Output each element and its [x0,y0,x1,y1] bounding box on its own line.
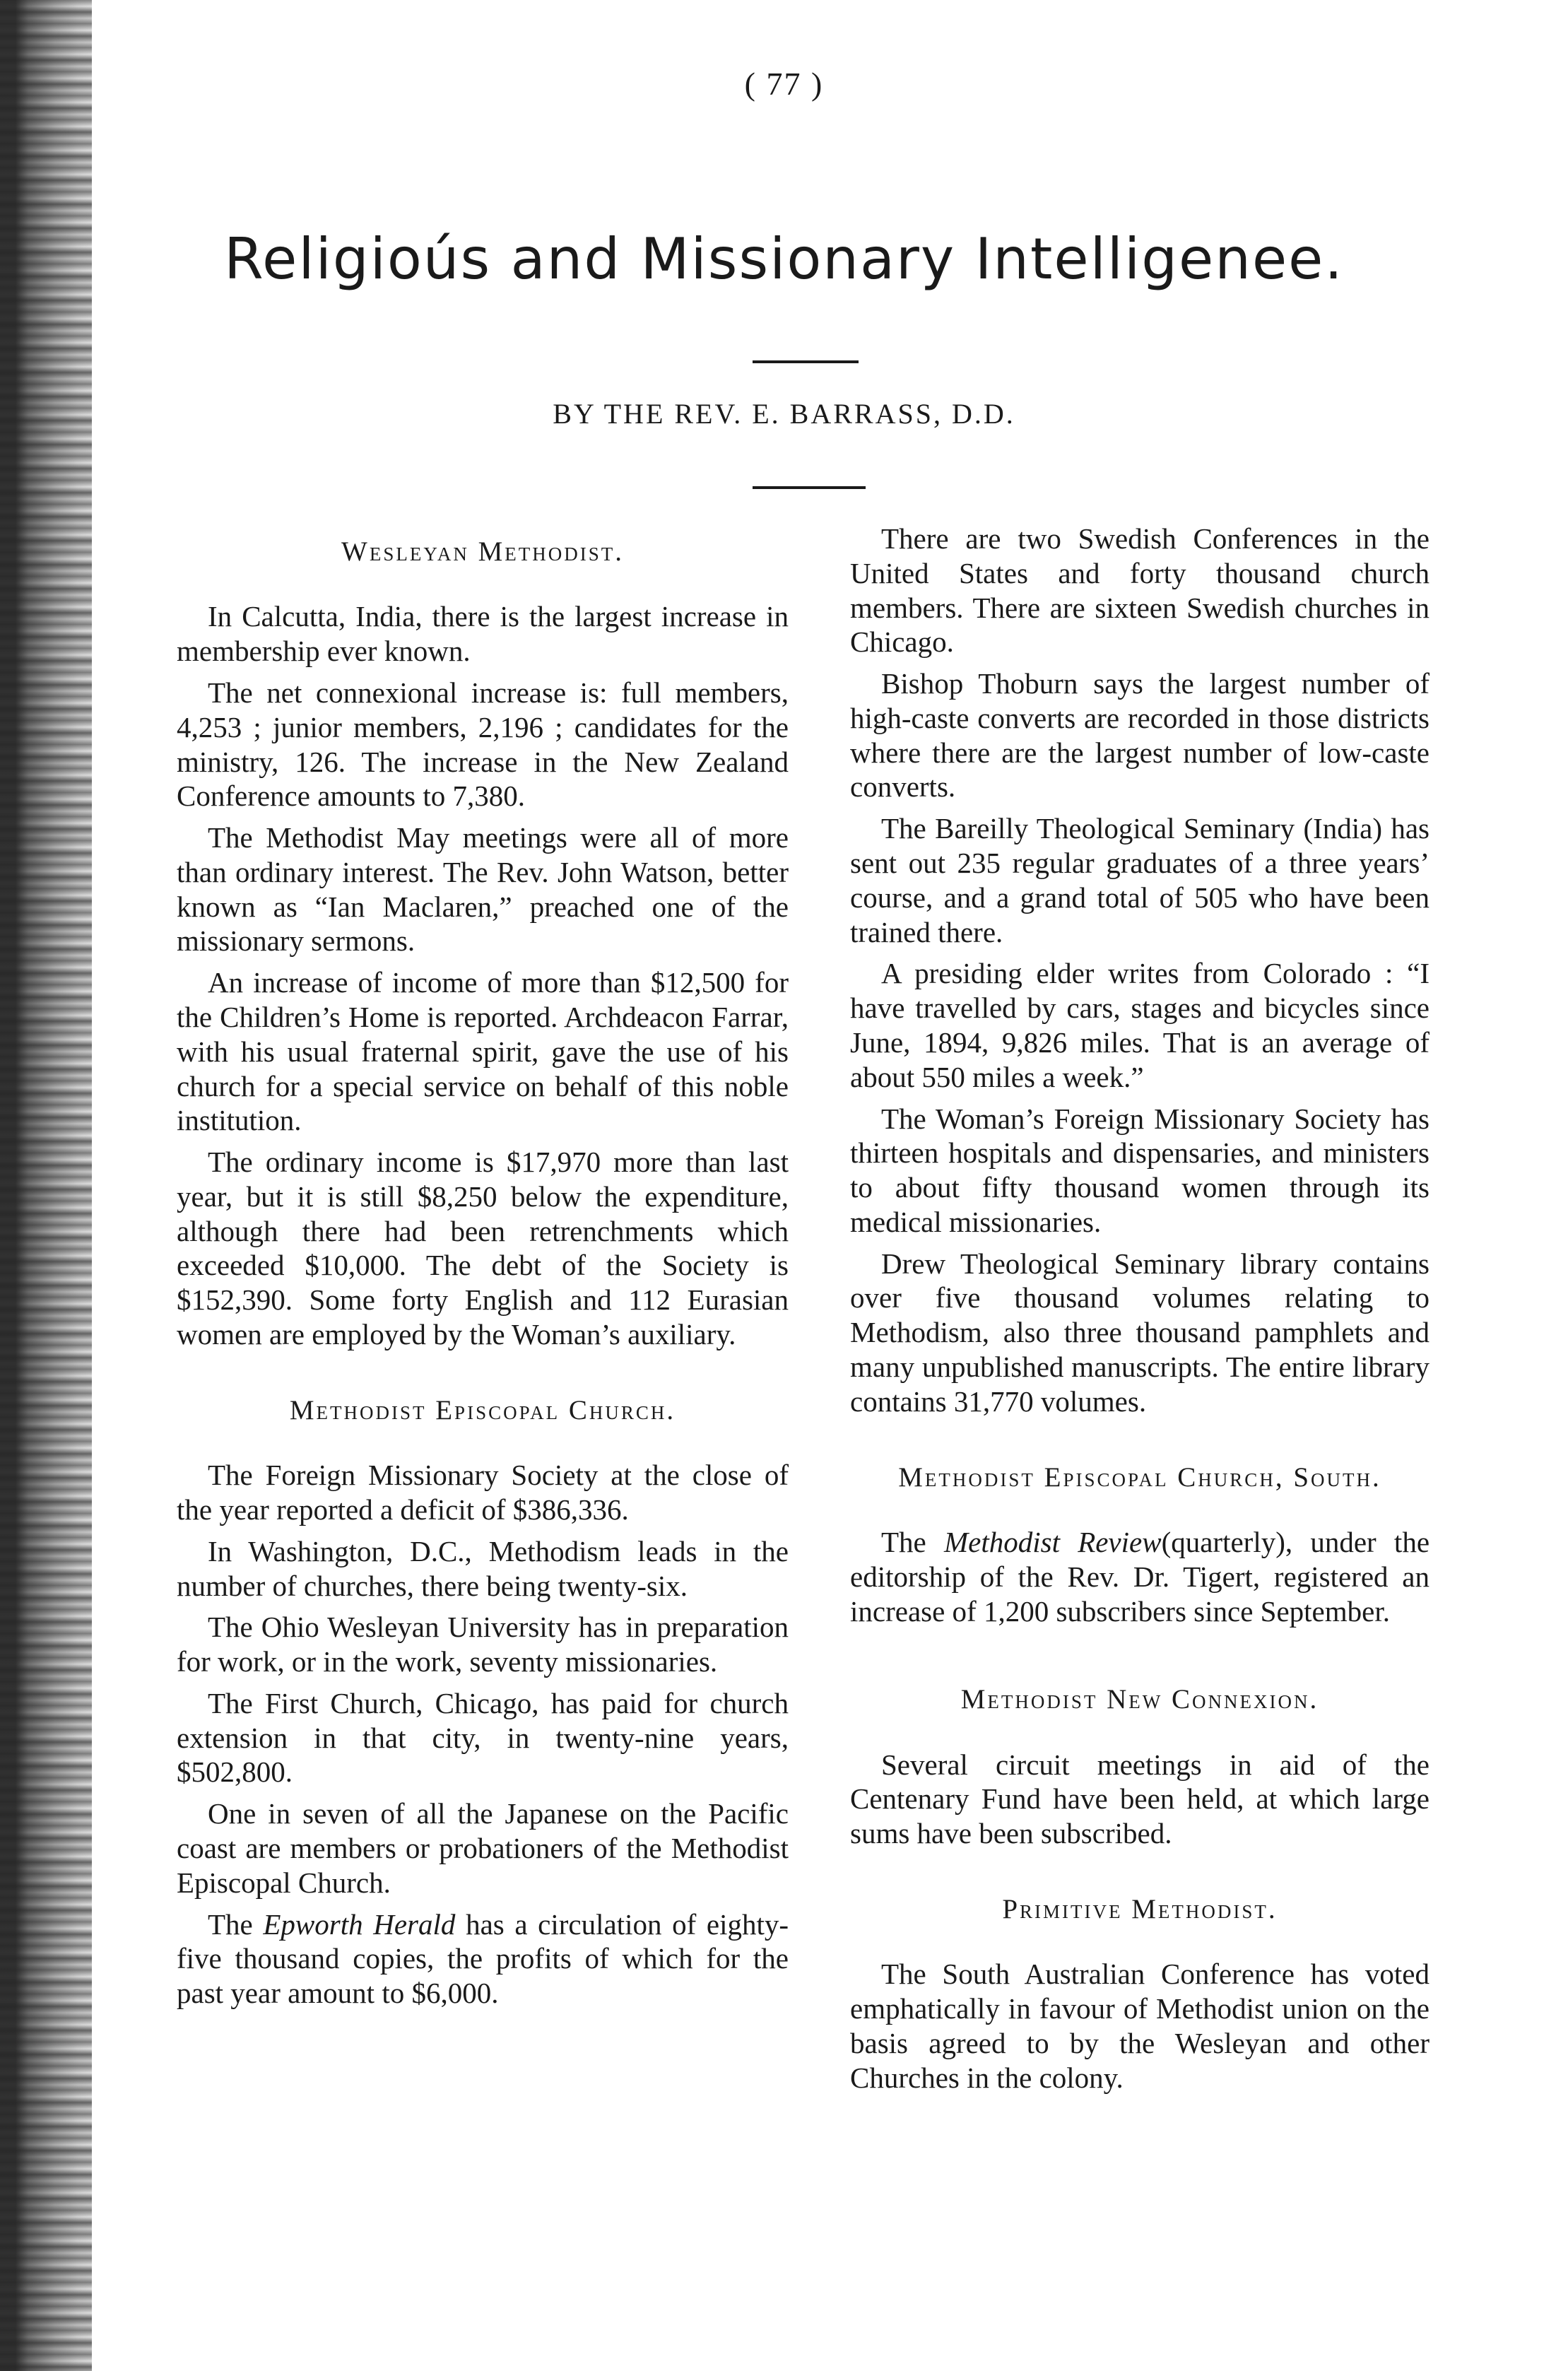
page-number: ( 77 ) [744,66,824,102]
publication-title: Epworth Herald [263,1907,456,1941]
section-heading-primitive-methodist: Primitive Methodist. [1002,1894,1278,1925]
text: The [881,1525,926,1558]
paragraph-methodist-review [850,1525,1430,1628]
paragraph: Bishop Thoburn says the largest number of high-caste converts are recorded in those districts where there are the largest number of low-caste converts. [850,667,1430,804]
paragraph: There are two Swedish Conferences in the United States and forty thousand church members. There are sixteen Swedish churches in Chicago. [850,522,1430,659]
text: The [208,1907,253,1941]
paragraph: The Ohio Wesleyan University has in preparation for work, or in the work, seventy missionaries. [177,1611,789,1678]
page-binding-edge [0,0,92,2371]
left-column [177,522,789,2018]
right-column [850,522,1430,2102]
page-title: Religioús and Missionary Intelligenee. [224,226,1344,292]
paragraph: An increase of income of more than $12,500 for the Children’s Home is reported. Archdeacon Farrar, with his usual fraternal spirit, gave the use of his church for a special service on behalf of this noble institution. [177,966,789,1137]
paragraph: The ordinary income is $17,970 more than last year, but it is still $8,250 below the expenditure, although there had been retrenchments which exceeded $10,000. The debt of the Society is $152,390. Some forty English and 112 Eurasian women are employed by the Woman’s auxiliary. [177,1146,789,1351]
title-divider-bottom [753,486,866,489]
paragraph: In Washington, D.C., Methodism leads in the number of churches, there being twenty-six. [177,1534,789,1602]
publication-title: Methodist Review [943,1525,1162,1558]
title-divider-top [753,360,859,363]
paragraph: The Methodist May meetings were all of more than ordinary interest. The Rev. John Watson, better known as “Ian Maclaren,” preached one of the missionary sermons. [177,821,789,958]
paragraph: The Foreign Missionary Society at the close of the year reported a deficit of $386,336. [177,1459,789,1526]
paragraph: Drew Theological Seminary library contains over five thousand volumes relating to Methodism, also three thousand pamphlets and many unpublished manuscripts. The entire library contains 31,770 volumes. [850,1247,1430,1418]
author-byline: BY THE REV. E. BARRASS, D.D. [553,398,1015,430]
section-heading-methodist-new-connexion: Methodist New Connexion. [960,1684,1319,1715]
paragraph: A presiding elder writes from Colorado : “I have travelled by cars, stages and bicycles since June, 1894, 9,826 miles. That is an average of about 550 miles a week.” [850,957,1430,1093]
text: (quarterly), under the editorship of the Rev. Dr. Tigert, registered an increase of 1,200 subscribers since September. [850,1525,1430,1628]
paragraph: The Woman’s Foreign Missionary Society has thirteen hospitals and dispensaries, and ministers to about fifty thousand women through its medical missionaries. [850,1102,1430,1238]
section-heading-methodist-episcopal-church: Methodist Episcopal Church. [289,1394,676,1425]
paragraph: The First Church, Chicago, has paid for church extension in that city, in twenty-nine years, $502,800. [177,1686,789,1789]
paragraph-epworth-herald [177,1907,789,2011]
paragraph: In Calcutta, India, there is the largest increase in membership ever known. [177,600,789,668]
section-heading-methodist-episcopal-church-south: Methodist Episcopal Church, South. [898,1461,1381,1493]
paragraph: One in seven of all the Japanese on the Pacific coast are members or probationers of the Methodist Episcopal Church. [177,1797,789,1899]
paragraph: Several circuit meetings in aid of the Centenary Fund have been held, at which large sums have been subscribed. [850,1748,1430,1850]
section-heading-wesleyan-methodist: Wesleyan Methodist. [341,536,624,567]
paragraph: The South Australian Conference has voted emphatically in favour of Methodist union on the basis agreed to by the Wesleyan and other Churches in the colony. [850,1958,1430,2094]
paragraph: The net connexional increase is: full members, 4,253 ; junior members, 2,196 ; candidates for the ministry, 126. The increase in the New Zealand Conference amounts to 7,380. [177,676,789,813]
paragraph: The Bareilly Theological Seminary (India) has sent out 235 regular graduates of a three years’ course, and a grand total of 505 who have been trained there. [850,812,1430,948]
text: has a circulation of eighty-five thousand copies, the profits of which for the past year amount to $6,000. [177,1907,789,2010]
